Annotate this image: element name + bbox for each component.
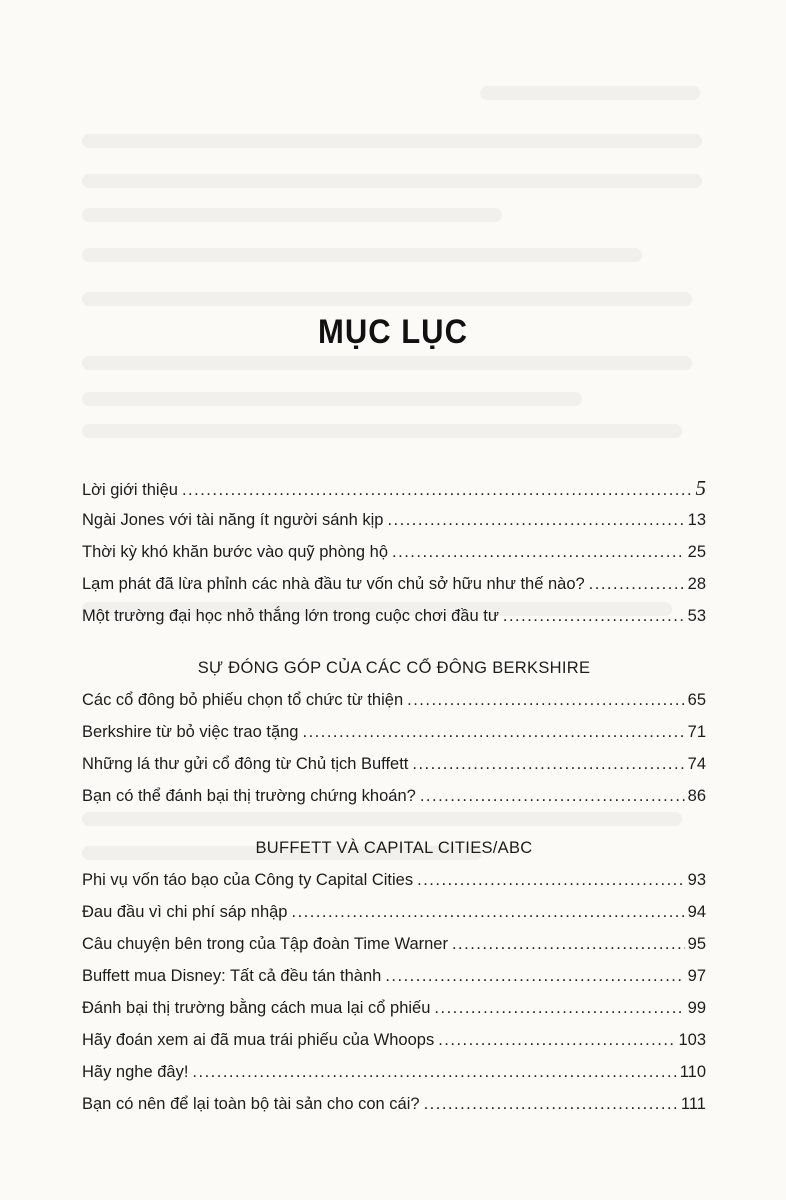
toc-entry-page: 99 <box>687 999 706 1017</box>
toc-entry[interactable] <box>82 780 706 812</box>
toc-entry-page: 13 <box>687 511 706 529</box>
toc-entry-page: 94 <box>687 903 706 921</box>
toc-entry[interactable] <box>82 716 706 748</box>
toc-entry-page: 5 <box>695 476 706 500</box>
toc-entry[interactable] <box>82 1024 706 1056</box>
toc-entry[interactable] <box>82 748 706 780</box>
dot-leader <box>182 474 693 506</box>
toc-entry-title: Lời giới thiệu <box>82 481 178 499</box>
toc-entry[interactable] <box>82 568 706 600</box>
dot-leader <box>392 536 685 568</box>
toc-entry[interactable] <box>82 600 706 632</box>
toc-entry[interactable] <box>82 960 706 992</box>
dot-leader <box>302 716 684 748</box>
toc-entry-page: 93 <box>687 871 706 889</box>
toc-entry-title: Hãy nghe đây! <box>82 1063 189 1081</box>
toc-entry[interactable] <box>82 864 706 896</box>
toc-entry-page: 53 <box>687 607 706 625</box>
toc-entry[interactable] <box>82 504 706 536</box>
toc-entry-title: Một trường đại học nhỏ thắng lớn trong cuộc chơi đầu tư <box>82 607 499 625</box>
toc-entry-page: 97 <box>687 967 706 985</box>
dot-leader <box>385 960 684 992</box>
toc-entry-page: 74 <box>687 755 706 773</box>
toc-entry[interactable] <box>82 684 706 716</box>
dot-leader <box>424 1088 678 1120</box>
toc-entry[interactable] <box>82 992 706 1024</box>
dot-leader <box>420 780 685 812</box>
dot-leader <box>589 568 685 600</box>
toc-entry[interactable] <box>82 472 706 504</box>
toc-entry-page: 28 <box>687 575 706 593</box>
toc-entry-title: Hãy đoán xem ai đã mua trái phiếu của Whoops <box>82 1031 435 1049</box>
dot-leader <box>412 748 684 780</box>
toc-entry-title: Các cổ đông bỏ phiếu chọn tổ chức từ thiện <box>82 691 404 709</box>
dot-leader <box>192 1056 676 1088</box>
dot-leader <box>438 1024 675 1056</box>
toc-entry-title: Ngài Jones với tài năng ít người sánh kịp <box>82 511 384 529</box>
dot-leader <box>417 864 685 896</box>
dot-leader <box>452 928 685 960</box>
dot-leader <box>503 600 685 632</box>
toc-entry-title: Thời kỳ khó khăn bước vào quỹ phòng hộ <box>82 543 389 561</box>
toc-entry[interactable] <box>82 928 706 960</box>
toc-entry-title: Đánh bại thị trường bằng cách mua lại cổ phiếu <box>82 999 431 1017</box>
toc-entry-title: Bạn có thể đánh bại thị trường chứng khoán? <box>82 787 416 805</box>
toc-entry-title: Phi vụ vốn táo bạo của Công ty Capital Cities <box>82 871 414 889</box>
toc-entry-title: Đau đầu vì chi phí sáp nhập <box>82 903 288 921</box>
toc-entry-page: 95 <box>687 935 706 953</box>
dot-leader <box>387 504 684 536</box>
toc-entry-page: 103 <box>678 1031 706 1049</box>
toc-entry-page: 110 <box>679 1063 706 1081</box>
dot-leader <box>291 896 684 928</box>
toc-entry-title: Buffett mua Disney: Tất cả đều tán thành <box>82 967 382 985</box>
toc-entry-page: 25 <box>687 543 706 561</box>
dot-leader <box>407 684 685 716</box>
toc-entry-page: 71 <box>687 723 706 741</box>
toc-entry-title: Berkshire từ bỏ việc trao tặng <box>82 723 299 741</box>
toc-entry[interactable] <box>82 536 706 568</box>
toc-entry[interactable] <box>82 1056 706 1088</box>
dot-leader <box>434 992 684 1024</box>
toc-entry-title: Bạn có nên để lại toàn bộ tài sản cho con cái? <box>82 1095 420 1113</box>
toc-entry[interactable] <box>82 896 706 928</box>
toc-entry-title: Những lá thư gửi cổ đông từ Chủ tịch Buffett <box>82 755 409 773</box>
section-heading: BUFFETT VÀ CAPITAL CITIES/ABC <box>255 839 533 857</box>
toc-entry-page: 65 <box>687 691 706 709</box>
toc-entry[interactable] <box>82 1088 706 1120</box>
toc-entry-title: Lạm phát đã lừa phỉnh các nhà đầu tư vốn chủ sở hữu như thế nào? <box>82 575 585 593</box>
page-title: MỤC LỤC <box>318 311 468 352</box>
section-heading: SỰ ĐÓNG GÓP CỦA CÁC CỔ ĐÔNG BERKSHIRE <box>197 659 591 677</box>
toc-entry-title: Câu chuyện bên trong của Tập đoàn Time Warner <box>82 935 448 953</box>
toc-entry-page: 86 <box>687 787 706 805</box>
toc-entry-page: 111 <box>680 1095 706 1113</box>
